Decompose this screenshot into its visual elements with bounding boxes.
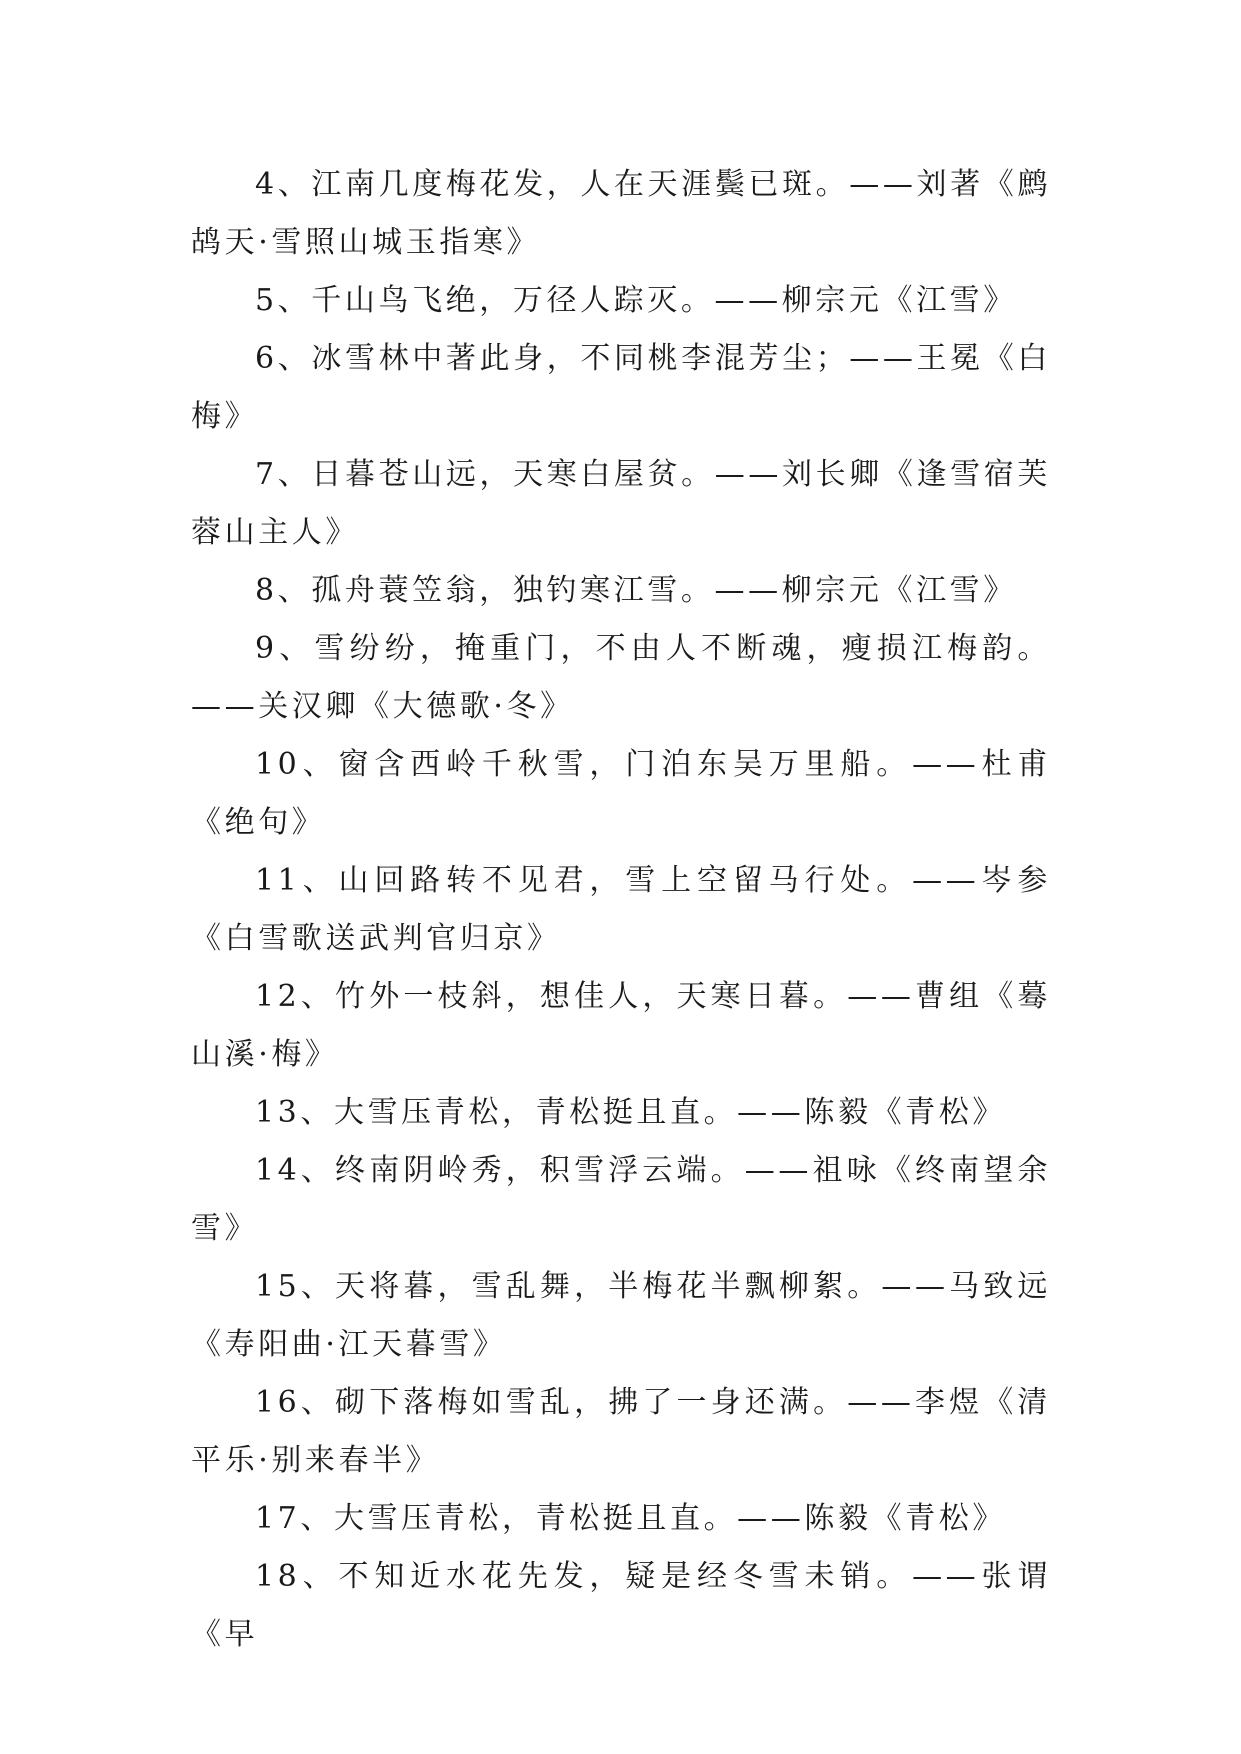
poem-line-6: 6、冰雪林中著此身，不同桃李混芳尘；——王冕《白梅》 (191, 341, 1051, 434)
poem-list (191, 156, 1051, 1664)
poem-line-16: 16、砌下落梅如雪乱，拂了一身还满。——李煜《清平乐·别来春半》 (191, 1385, 1051, 1478)
poem-line-17: 17、大雪压青松，青松挺且直。——陈毅《青松》 (255, 1501, 1006, 1536)
poem-line-9: 9、雪纷纷，掩重门，不由人不断魂，瘦损江梅韵。——关汉卿《大德歌·冬》 (191, 631, 1051, 724)
poem-line-5: 5、千山鸟飞绝，万径人踪灭。——柳宗元《江雪》 (255, 283, 1017, 318)
poem-line-18: 18、不知近水花先发，疑是经冬雪未销。——张谓《早 (191, 1559, 1051, 1652)
poem-line-12: 12、竹外一枝斜，想佳人，天寒日暮。——曹组《蓦山溪·梅》 (191, 979, 1051, 1072)
poem-line-10: 10、窗含西岭千秋雪，门泊东吴万里船。——杜甫《绝句》 (191, 747, 1051, 840)
poem-line-14: 14、终南阴岭秀，积雪浮云端。——祖咏《终南望余雪》 (191, 1153, 1051, 1246)
poem-line-4: 4、江南几度梅花发，人在天涯鬓已斑。——刘著《鹧鸪天·雪照山城玉指寒》 (191, 167, 1051, 260)
poem-line-8: 8、孤舟蓑笠翁，独钓寒江雪。——柳宗元《江雪》 (255, 573, 1017, 608)
poem-line-13: 13、大雪压青松，青松挺且直。——陈毅《青松》 (255, 1095, 1006, 1130)
poem-line-7: 7、日暮苍山远，天寒白屋贫。——刘长卿《逢雪宿芙蓉山主人》 (191, 457, 1051, 550)
poem-line-11: 11、山回路转不见君，雪上空留马行处。——岑参《白雪歌送武判官归京》 (191, 863, 1051, 956)
poem-line-15: 15、天将暮，雪乱舞，半梅花半飘柳絮。——马致远《寿阳曲·江天暮雪》 (191, 1269, 1051, 1362)
